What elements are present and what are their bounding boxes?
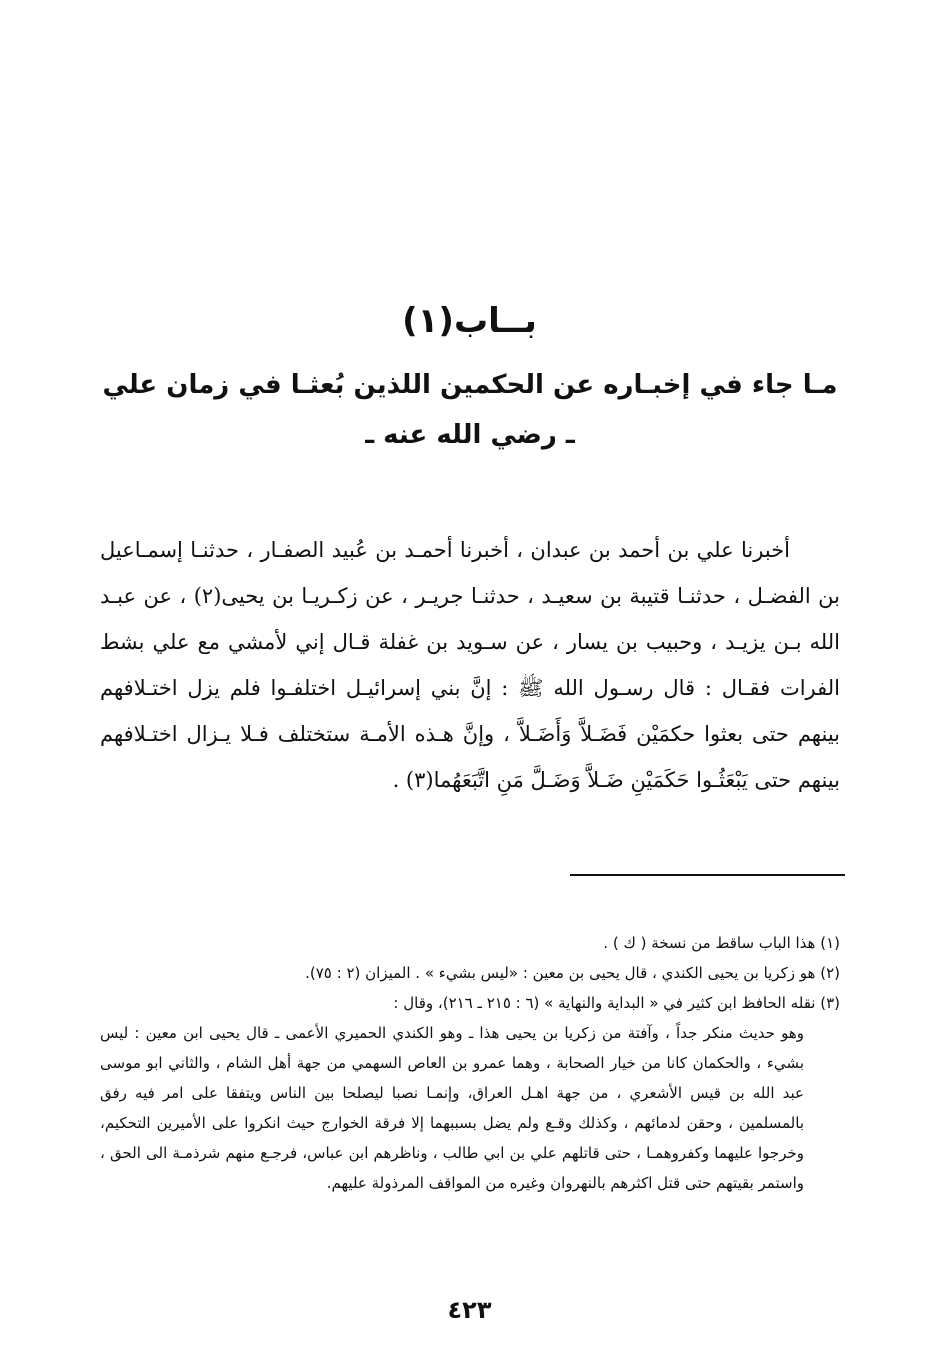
footnote-3: (٣) نقله الحافظ ابن كثير في « البداية والنهاية » (٦ : ٢١٥ ـ ٢١٦)، وقال : (393, 994, 840, 1012)
main-text (100, 527, 840, 803)
chapter-title: بــاب(١) (402, 301, 537, 341)
footnote-2: (٢) هو زكريا بن يحيى الكندي ، قال يحيى بن معين : «ليس بشيء » . الميزان (٢ : ٧٥). (305, 964, 840, 982)
footnote-3-quote: وهو حديث منكر جداً ، وآفتة من زكريا بن يحيى هذا ـ وهو الكندي الحميري الأعمى ـ قال يحيى ابن معين : ليس بشيء ، والحكمان كانا من خيار الصحابة ، وهما عمرو بن العاص السهمي من جهة أهل الشام ، والثاني ابو موسى عبد الله بن قيس الأشعري ، من جهة اهـل العراق، وإنمـا نصبا ليصلحا بين الناس ويتفقا على امر فيه رفق بالمسلمين ، وحقن لدمائهم ، وكذلك وقـع ولم يضل بسببهما إلا فرقة الخوارج حيث انكروا على الأميرين التحكيم، وخرجوا عليهما وكفروهمـا ، حتى قاتلهم علي بن ابي طالب ، وناظرهم ابن عباس، فرجـع منهم شرذمـة الى الحق ، واستمر بقيتهم حتى قتل اكثرهم بالنهروان وغيره من المواقف المرذولة عليهم. (100, 1024, 804, 1192)
chapter-subtitle: مـا جاء في إخبـاره عن الحكمين اللذين بُعثـا في زمان علي ـ رضي الله عنه ـ (102, 370, 838, 450)
footnotes (100, 928, 840, 1198)
footnote-divider (570, 874, 845, 876)
footnote-1: (١) هذا الباب ساقط من نسخة ( ك ) . (603, 934, 840, 952)
page-number: ٤٢٣ (447, 1296, 492, 1324)
hadith-paragraph: أخبرنا علي بن أحمد بن عبدان ، أخبرنا أحمـد بن عُبيد الصفـار ، حدثنـا إسمـاعيل بن الفضـل ، حدثنـا قتيبة بن سعيـد ، حدثنـا جريـر ، عن زكـريـا بن يحيى(٢) ، عن عبـد الله بـن يزيـد ، وحبيب بن يسار ، عن سـويد بن غفلة قـال إني لأمشي مع علي بشط الفرات فقـال : قال رسـول الله ﷺ : إنَّ بني إسرائيـل اختلفـوا فلم يزل اختـلافهم بينهم حتى بعثوا حكمَيْن فَضَـلاَّ وَأَضَـلاَّ ، وإنَّ هـذه الأمـة ستختلف فـلا يـزال اختـلافهم بينهم حتى يَبْعَثُـوا حَكَمَيْنِ ضَـلاَّ وَضَـلَّ مَنِ اتَّبَعَهُما(٣) . (100, 538, 840, 792)
